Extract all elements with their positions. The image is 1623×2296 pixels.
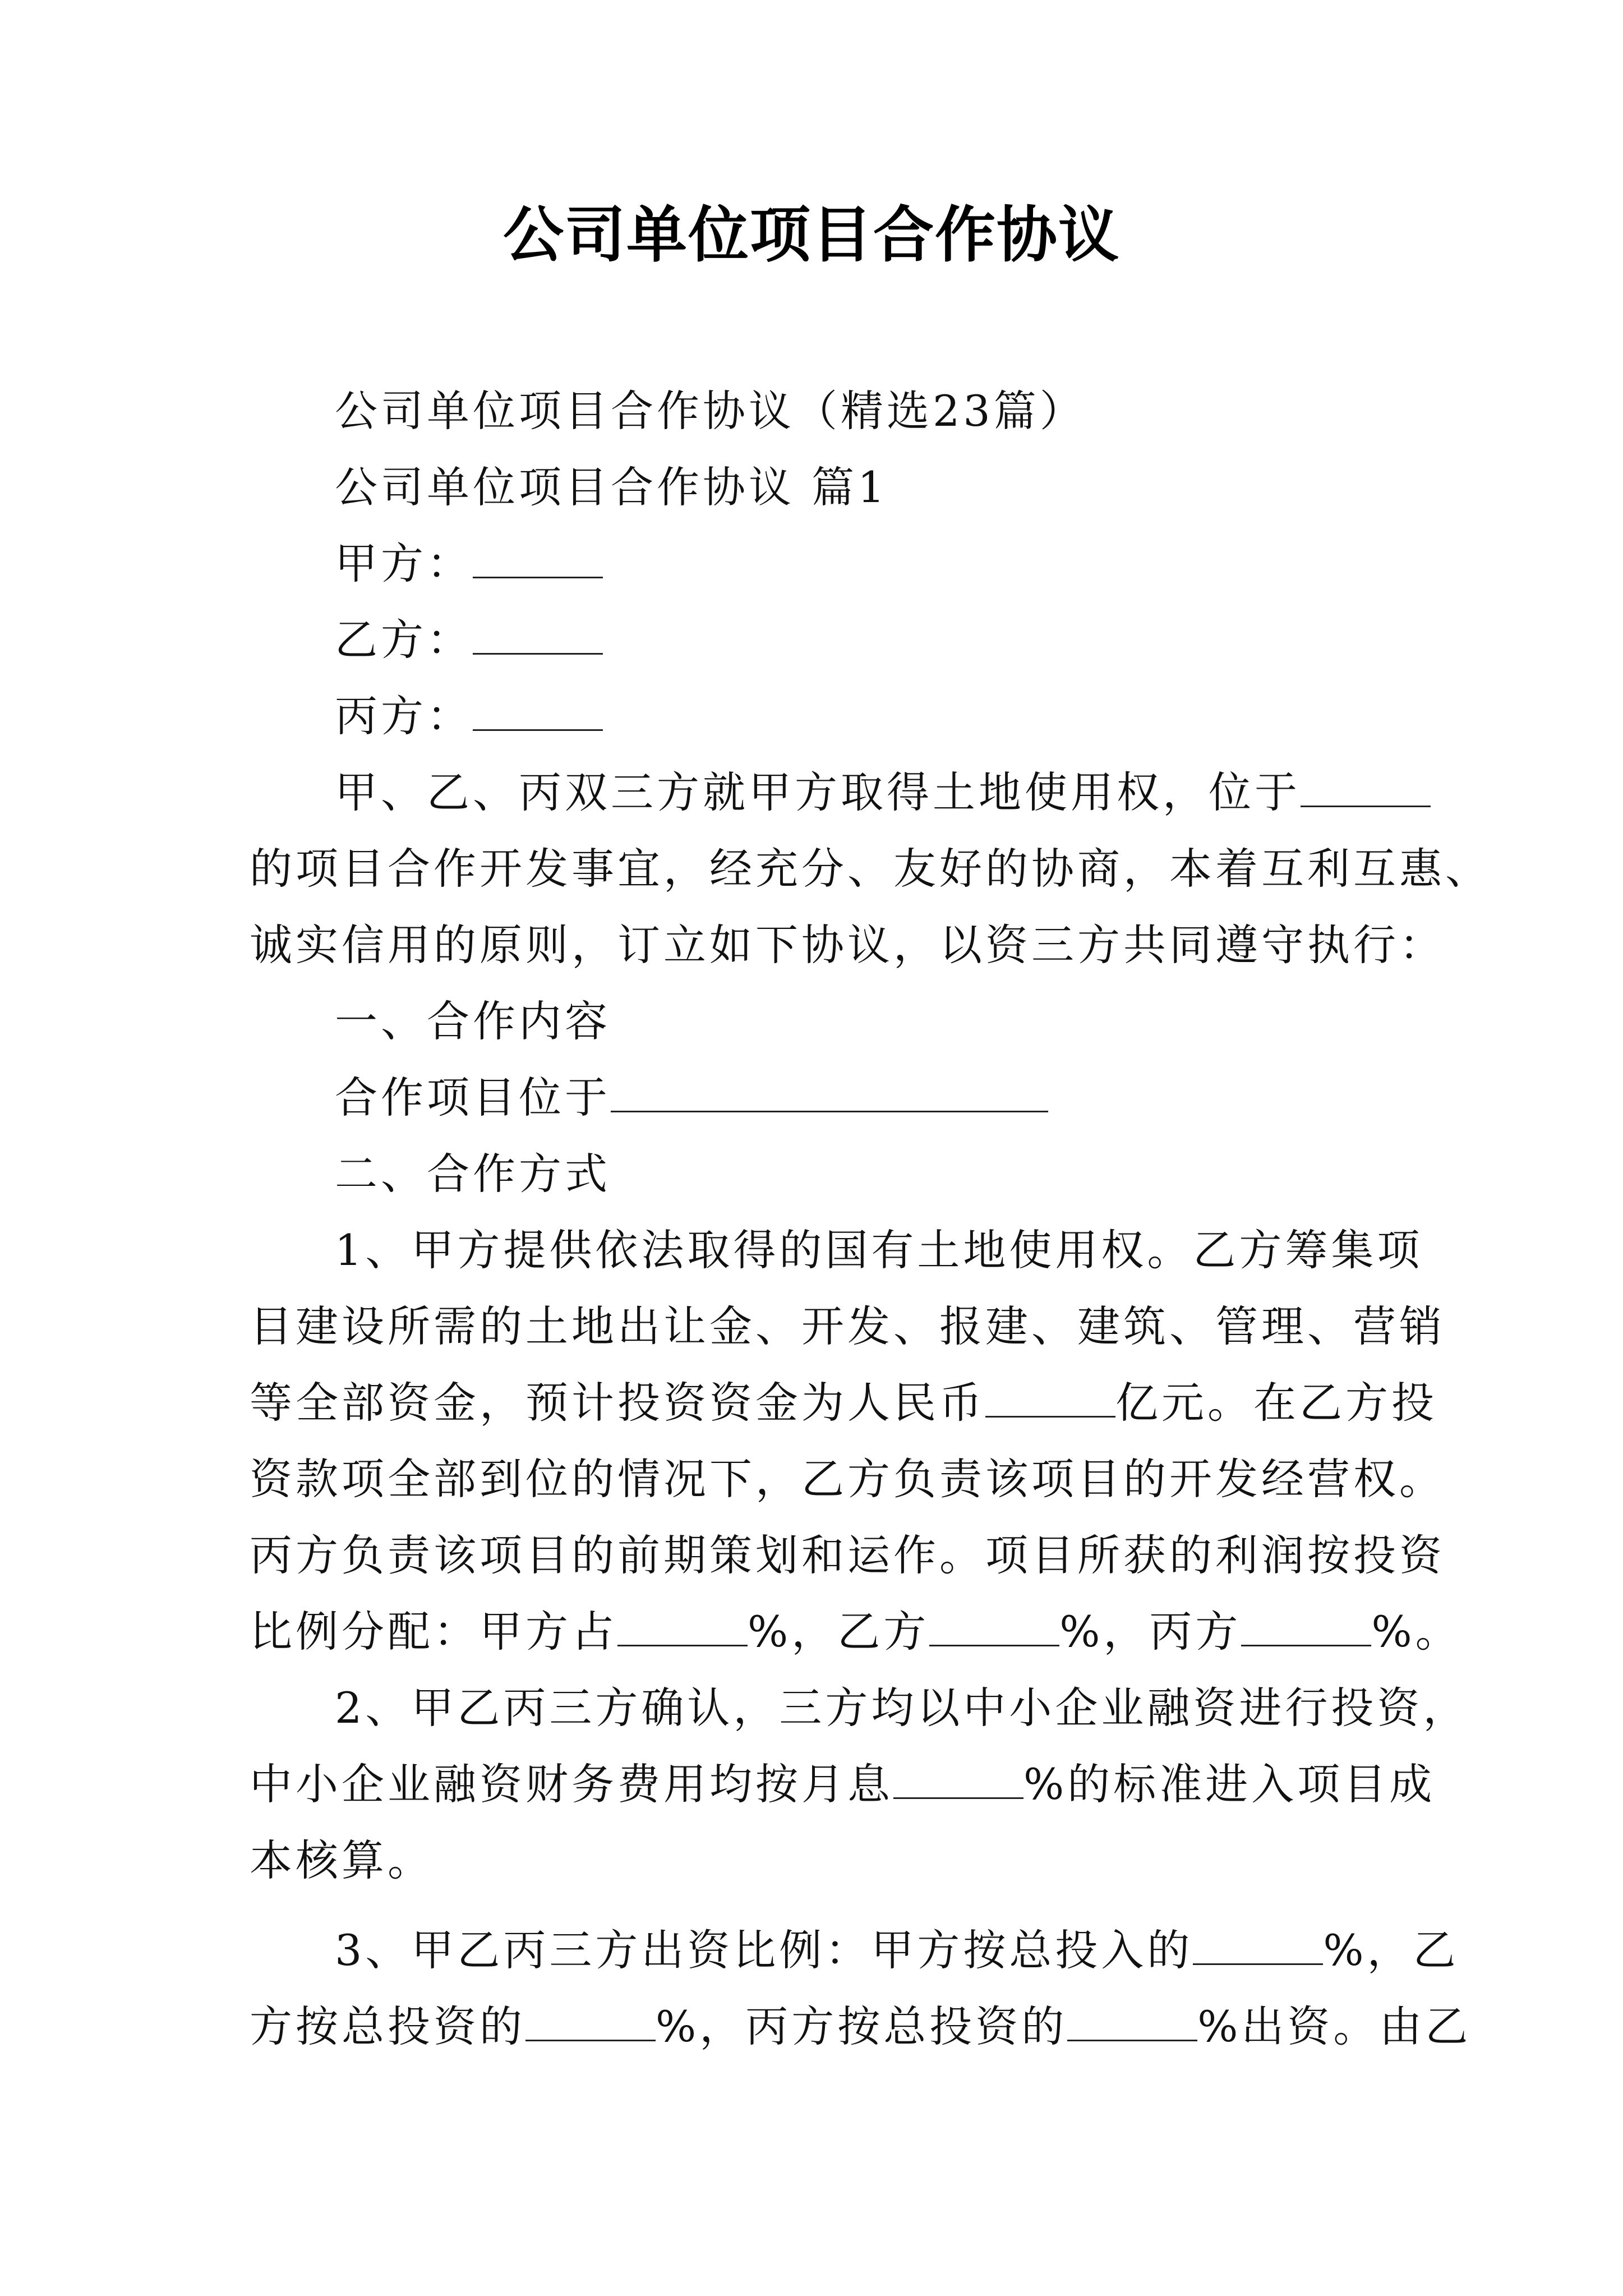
preamble-line-1 xyxy=(250,754,1388,831)
project-location-label: 合作项目位于 xyxy=(335,1073,611,1122)
item-1-line-6-text-d: %。 xyxy=(1371,1607,1461,1657)
item-1-line-3-text-b: 亿元。在乙方投 xyxy=(1115,1378,1437,1428)
project-location-blank xyxy=(611,1071,1048,1112)
subtitle-line: 公司单位项目合作协议（精选23篇） xyxy=(335,386,1086,436)
preamble-line-2: 的项目合作开发事宜，经充分、友好的协商，本着互利互惠、 xyxy=(250,844,1491,894)
contribution-b-blank xyxy=(525,2000,656,2041)
item-1-line-3-text-a: 等全部资金，预计投资资金为人民币 xyxy=(250,1378,985,1428)
item-3-line-2-text-a: 方按总投资的 xyxy=(250,2001,525,2051)
section-1-heading: 一、合作内容 xyxy=(335,996,611,1046)
party-a-blank xyxy=(473,537,603,578)
item-2-line-2-text-a: 中小企业融资财务费用均按月息 xyxy=(250,1759,893,1809)
contribution-c-blank xyxy=(1067,2000,1197,2041)
profit-share-c-blank xyxy=(1241,1605,1371,1646)
preamble-line-3: 诚实信用的原则，订立如下协议，以资三方共同遵守执行： xyxy=(250,920,1445,970)
item-1-line-5: 丙方负责该项目的前期策划和运作。项目所获的利润按投资 xyxy=(250,1530,1445,1580)
item-1-line-6-text-c: %，丙方 xyxy=(1059,1607,1242,1657)
contribution-a-blank xyxy=(1193,1924,1323,1965)
party-a-line xyxy=(250,526,1388,602)
project-location-line xyxy=(250,1060,1388,1136)
item-2-line-1: 2、甲乙丙三方确认，三方均以中小企业融资进行投资， xyxy=(335,1683,1469,1733)
party-b-blank xyxy=(473,614,603,655)
party-a-label: 甲方： xyxy=(335,539,473,588)
item-2-line-2-text-b: %的标准进入项目成 xyxy=(1023,1759,1436,1809)
item-3-line-2 xyxy=(250,1989,1472,2065)
item-1-line-6-text-b: %，乙方 xyxy=(748,1607,930,1657)
item-2-line-3: 本核算。 xyxy=(250,1835,434,1885)
party-b-line xyxy=(250,602,1388,678)
item-1-line-4: 资款项全部到位的情况下，乙方负责该项目的开发经营权。 xyxy=(250,1454,1445,1504)
item-1-line-1: 1、甲方提供依法取得的国有土地使用权。乙方筹集项 xyxy=(335,1225,1423,1275)
item-1-line-6-text-a: 比例分配：甲方占 xyxy=(250,1607,617,1657)
document-body xyxy=(250,373,1491,2065)
item-3-line-1-text-a: 3、甲乙丙三方出资比例：甲方按总投入的 xyxy=(335,1925,1193,1975)
item-3-line-1-text-b: %，乙 xyxy=(1323,1925,1459,1975)
party-b-label: 乙方： xyxy=(335,615,473,665)
item-1-line-3 xyxy=(250,1365,1437,1441)
monthly-interest-blank xyxy=(893,1758,1023,1799)
party-c-label: 丙方： xyxy=(335,691,473,741)
document-title: 公司单位项目合作协议 xyxy=(502,200,1120,270)
party-c-blank xyxy=(473,690,603,731)
item-3-line-2-text-c: %出资。由乙 xyxy=(1197,2001,1472,2051)
item-1-line-6 xyxy=(250,1594,1461,1670)
item-1-line-2: 目建设所需的土地出让金、开发、报建、建筑、管理、营销 xyxy=(250,1301,1445,1351)
item-2-line-2 xyxy=(250,1746,1436,1823)
investment-amount-blank xyxy=(985,1377,1115,1418)
party-c-line xyxy=(250,678,1388,754)
chapter-heading: 公司单位项目合作协议 篇1 xyxy=(335,462,888,512)
profit-share-b-blank xyxy=(929,1605,1059,1646)
profit-share-a-blank xyxy=(617,1605,748,1646)
item-3-line-2-text-b: %，丙方按总投资的 xyxy=(656,2001,1068,2051)
preamble-text-1: 甲、乙、丙双三方就甲方取得土地使用权，位于 xyxy=(335,767,1301,817)
item-3-line-1 xyxy=(250,1912,1459,1989)
section-2-heading: 二、合作方式 xyxy=(335,1149,611,1199)
location-blank xyxy=(1301,766,1431,807)
